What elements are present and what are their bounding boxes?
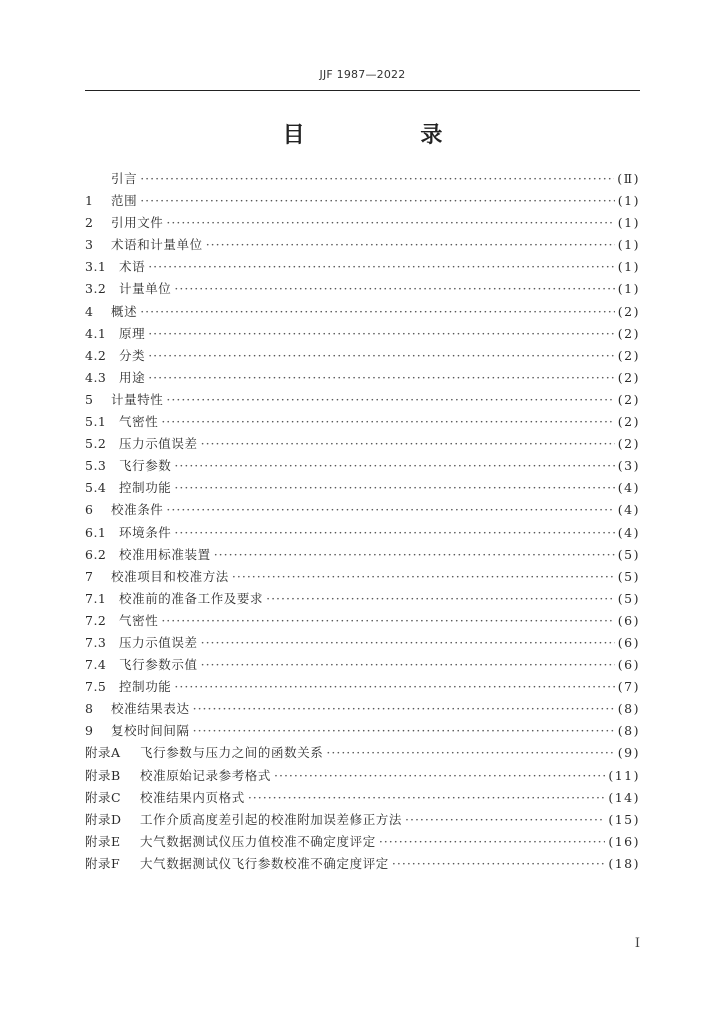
toc-entry-title: 控制功能 xyxy=(119,679,172,695)
toc-entry-page: (6) xyxy=(617,657,640,673)
toc-entry-number: 4.1 xyxy=(85,325,107,341)
toc-dot-leader xyxy=(174,522,614,544)
toc-entry-title: 校准项目和校准方法 xyxy=(111,568,229,584)
toc-entry-page: (2) xyxy=(617,325,640,341)
toc-entry-page: (6) xyxy=(617,634,640,650)
toc-dot-leader xyxy=(174,455,614,477)
toc-entry-page: (1) xyxy=(617,193,640,209)
toc-entry-number: 8 xyxy=(85,701,94,717)
toc-entry-page: (16) xyxy=(608,833,640,849)
toc-entry-number: 3 xyxy=(85,237,94,253)
toc-entry-page: (15) xyxy=(608,811,640,827)
toc-entry-title: 复校时间间隔 xyxy=(111,723,190,739)
toc-dot-leader xyxy=(379,831,606,853)
toc-entry-number: 7.2 xyxy=(85,612,107,628)
toc-entry[interactable] xyxy=(85,323,640,345)
toc-entry-title: 校准用标准装置 xyxy=(119,546,211,562)
toc-entry-title: 工作介质高度差引起的校准附加误差修正方法 xyxy=(140,811,403,827)
toc-entry-number: 5.2 xyxy=(85,436,107,452)
toc-entry-title: 范围 xyxy=(111,193,138,209)
toc-entry-number: 6 xyxy=(85,502,94,518)
toc-entry[interactable] xyxy=(85,455,640,477)
toc-entry[interactable] xyxy=(85,433,640,455)
toc-entry[interactable] xyxy=(85,411,640,433)
toc-dot-leader xyxy=(206,234,615,256)
toc-dot-leader xyxy=(392,853,605,875)
toc-entry[interactable] xyxy=(85,610,640,632)
toc-entry-title: 计量特性 xyxy=(111,391,164,407)
toc-dot-leader xyxy=(148,345,615,367)
toc-dot-leader xyxy=(326,742,614,764)
toc-entry-page: (9) xyxy=(617,745,640,761)
toc-entry-title: 引用文件 xyxy=(111,215,164,231)
toc-dot-leader xyxy=(405,809,605,831)
toc-entry-title: 校准前的准备工作及要求 xyxy=(119,590,264,606)
toc-entry-number: 附录C xyxy=(85,789,122,805)
toc-entry[interactable] xyxy=(85,499,640,521)
toc-entry-page: (3) xyxy=(617,458,640,474)
toc-entry[interactable] xyxy=(85,278,640,300)
toc-dot-leader xyxy=(266,588,615,610)
toc-entry[interactable] xyxy=(85,698,640,720)
toc-entry[interactable] xyxy=(85,676,640,698)
toc-entry-number: 7.4 xyxy=(85,657,107,673)
toc-entry-page: (18) xyxy=(608,855,640,871)
toc-entry-page: (6) xyxy=(617,612,640,628)
toc-entry[interactable] xyxy=(85,367,640,389)
toc-dot-leader xyxy=(166,389,614,411)
toc-dot-leader xyxy=(166,212,614,234)
page-title: 目 录 xyxy=(282,123,497,148)
toc-dot-leader xyxy=(161,411,614,433)
toc-entry[interactable] xyxy=(85,566,640,588)
toc-entry-number: 7.5 xyxy=(85,679,107,695)
toc-entry[interactable] xyxy=(85,742,640,764)
toc-entry-page: (2) xyxy=(617,436,640,452)
toc-entry[interactable] xyxy=(85,588,640,610)
toc-entry-title: 概述 xyxy=(111,303,138,319)
toc-dot-leader xyxy=(214,544,615,566)
toc-entry-number: 7.1 xyxy=(85,590,107,606)
toc-entry[interactable] xyxy=(85,853,640,875)
toc-entry[interactable] xyxy=(85,831,640,853)
toc-dot-leader xyxy=(248,787,606,809)
toc-dot-leader xyxy=(166,499,614,521)
toc-entry-title: 校准结果内页格式 xyxy=(140,789,245,805)
toc-entry[interactable] xyxy=(85,632,640,654)
toc-dot-leader xyxy=(174,278,614,300)
toc-entry-number: 9 xyxy=(85,723,94,739)
toc-entry-page: (7) xyxy=(617,679,640,695)
toc-entry[interactable] xyxy=(85,345,640,367)
toc-entry[interactable] xyxy=(85,256,640,278)
toc-entry-title: 飞行参数与压力之间的函数关系 xyxy=(140,745,324,761)
header-rule xyxy=(85,90,640,91)
toc-entry[interactable] xyxy=(85,190,640,212)
toc-entry[interactable] xyxy=(85,654,640,676)
toc-entry-page: (2) xyxy=(617,347,640,363)
toc-entry-page: (1) xyxy=(617,259,640,275)
toc-entry-page: (2) xyxy=(617,414,640,430)
toc-dot-leader xyxy=(148,367,615,389)
toc-entry-number: 附录F xyxy=(85,855,121,871)
toc-dot-leader xyxy=(140,168,614,190)
toc-entry-number: 7 xyxy=(85,568,94,584)
toc-entry-page: (14) xyxy=(608,789,640,805)
toc-dot-leader xyxy=(232,566,615,588)
toc-entry-title: 引言 xyxy=(111,171,138,186)
toc-entry-title: 大气数据测试仪压力值校准不确定度评定 xyxy=(140,833,376,849)
toc-entry-number: 附录E xyxy=(85,833,121,849)
toc-entry[interactable] xyxy=(85,234,640,256)
toc-entry-page: (5) xyxy=(617,590,640,606)
toc-dot-leader xyxy=(148,323,615,345)
toc-entry-page: (4) xyxy=(617,502,640,518)
toc-entry-page: (1) xyxy=(617,215,640,231)
toc-entry-title: 飞行参数 xyxy=(119,458,172,474)
toc-entry-number: 5.4 xyxy=(85,480,107,496)
toc-entry-title: 校准原始记录参考格式 xyxy=(140,767,272,783)
toc-entry-title: 计量单位 xyxy=(119,281,172,297)
toc-entry[interactable] xyxy=(85,765,640,787)
toc-entry-number: 7.3 xyxy=(85,634,107,650)
toc-entry-page: (2) xyxy=(617,369,640,385)
toc-entry-number: 6.2 xyxy=(85,546,107,562)
toc-entry-page: (8) xyxy=(617,701,640,717)
toc-entry-title: 气密性 xyxy=(119,612,159,628)
toc-entry-title: 术语 xyxy=(119,259,146,275)
toc-entry-page: (11) xyxy=(608,767,640,783)
toc-entry-page: (Ⅱ) xyxy=(617,171,640,186)
toc-entry-page: (8) xyxy=(617,723,640,739)
document-code-header: JJF 1987—2022 xyxy=(319,68,406,81)
toc-entry-number: 附录D xyxy=(85,811,122,827)
toc-entry[interactable] xyxy=(85,720,640,742)
toc-entry[interactable] xyxy=(85,301,640,323)
toc-entry-page: (1) xyxy=(617,237,640,253)
toc-dot-leader xyxy=(193,698,615,720)
toc-dot-leader xyxy=(174,477,614,499)
toc-dot-leader xyxy=(274,765,605,787)
toc-entry-title: 压力示值误差 xyxy=(119,436,198,452)
toc-entry-title: 术语和计量单位 xyxy=(111,237,203,253)
toc-entry-page: (5) xyxy=(617,568,640,584)
toc-entry-page: (4) xyxy=(617,480,640,496)
toc-entry[interactable] xyxy=(85,544,640,566)
toc-entry-title: 校准条件 xyxy=(111,502,164,518)
toc-entry-number: 附录B xyxy=(85,767,121,783)
toc-entry[interactable] xyxy=(85,389,640,411)
toc-entry-title: 用途 xyxy=(119,369,146,385)
toc-entry-number: 3.2 xyxy=(85,281,107,297)
toc-entry-page: (5) xyxy=(617,546,640,562)
toc-entry-title: 原理 xyxy=(119,325,146,341)
toc-entry-number: 4.3 xyxy=(85,369,107,385)
toc-entry[interactable] xyxy=(85,212,640,234)
toc-entry-title: 飞行参数示值 xyxy=(119,657,198,673)
toc-entry[interactable] xyxy=(85,477,640,499)
toc-dot-leader xyxy=(201,632,615,654)
toc-entry-title: 压力示值误差 xyxy=(119,634,198,650)
toc-entry[interactable] xyxy=(85,787,640,809)
toc-dot-leader xyxy=(193,720,615,742)
toc-dot-leader xyxy=(148,256,615,278)
toc-dot-leader xyxy=(201,433,615,455)
toc-entry-title: 大气数据测试仪飞行参数校准不确定度评定 xyxy=(140,855,389,871)
toc-entry-number: 1 xyxy=(85,193,94,209)
toc-entry[interactable] xyxy=(85,809,640,831)
toc-entry-page: (2) xyxy=(617,391,640,407)
toc-entry-title: 环境条件 xyxy=(119,524,172,540)
toc-entry-title: 气密性 xyxy=(119,414,159,430)
toc-entry-title: 校准结果表达 xyxy=(111,701,190,717)
table-of-contents xyxy=(85,168,640,875)
toc-entry-page: (2) xyxy=(617,303,640,319)
toc-entry-number: 5.1 xyxy=(85,414,107,430)
toc-entry-number: 附录A xyxy=(85,745,121,761)
page-number: Ⅰ xyxy=(634,936,640,951)
toc-entry-number: 6.1 xyxy=(85,524,107,540)
toc-entry[interactable] xyxy=(85,168,640,190)
toc-entry-page: (1) xyxy=(617,281,640,297)
toc-entry-number: 5.3 xyxy=(85,458,107,474)
toc-entry-number: 4.2 xyxy=(85,347,107,363)
toc-entry-number: 3.1 xyxy=(85,259,107,275)
toc-entry[interactable] xyxy=(85,522,640,544)
toc-dot-leader xyxy=(161,610,614,632)
toc-dot-leader xyxy=(201,654,615,676)
toc-dot-leader xyxy=(174,676,614,698)
toc-dot-leader xyxy=(140,190,615,212)
toc-entry-number: 2 xyxy=(85,215,94,231)
toc-entry-number: 5 xyxy=(85,391,94,407)
toc-entry-page: (4) xyxy=(617,524,640,540)
toc-entry-title: 控制功能 xyxy=(119,480,172,496)
toc-entry-number: 4 xyxy=(85,303,94,319)
toc-entry-title: 分类 xyxy=(119,347,146,363)
toc-dot-leader xyxy=(140,301,615,323)
